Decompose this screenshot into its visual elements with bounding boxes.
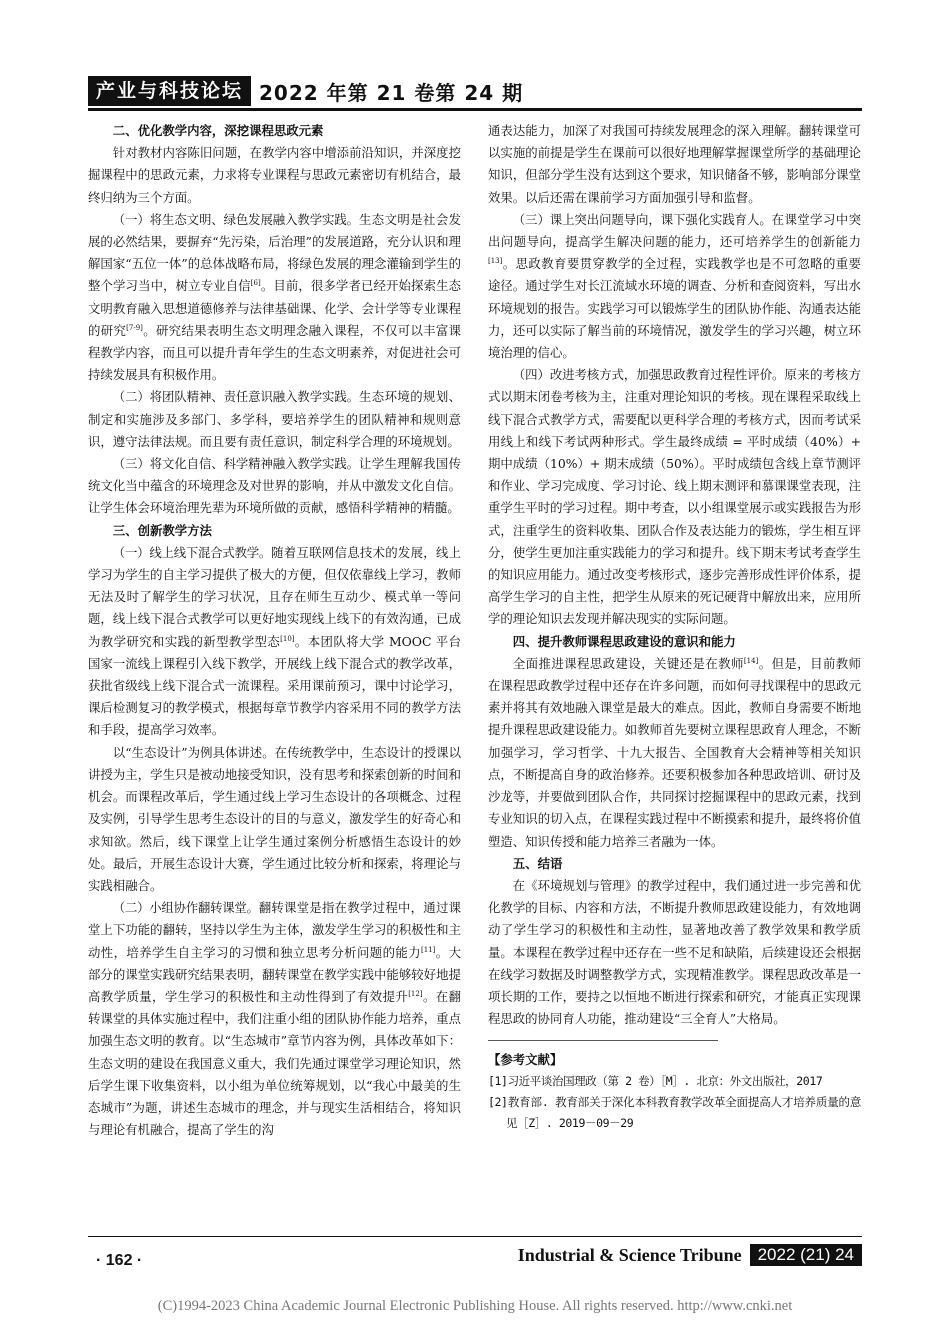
citation: [14] <box>743 656 759 665</box>
references-rule <box>488 1040 718 1041</box>
paragraph: （一）线上线下混合式教学。随着互联网信息技术的发展，线上学习为学生的自主学习提供了极大的方便，但仅依靠线上学习，教师无法及时了解学生的学习状况，且存在师生互动少、模式单一等问题，线上线下混合式教学可以更好地实现线上线下的有效沟通，已成为教学研究和实践的新型教学型态[10]。本团队将大学 MOOC 平台国家一流线上课程引入线下教学，开展线上线下混合式的教学改革，获批省级线上线下混合式一流课程。采用课前预习，课中讨论学习，课后检测复习的教学模式，根据每章节教学内容采用不同的教学方法和手段，提高学习效率。 <box>88 544 462 738</box>
header-rule <box>88 108 862 111</box>
footer-journal-name: Industrial & Science Tribune <box>517 1244 742 1265</box>
paragraph: （一）将生态文明、绿色发展融入教学实践。生态文明是社会发展的必然结果，要摒弃“先污染，后治理”的发展道路，充分认识和理解国家“五位一体”的总体战略布局，将绿色发展的理念灌输到学生的整个学习当中，树立专业自信[6]。目前，很多学者已经开始探索生态文明教育融入思想道德修养与法律基础课、化学、会计学等专业课程的研究[7-9]。研究结果表明生态文明理念融入课程，不仅可以丰富课程教学内容，而且可以提升青年学生的生态文明素养，对促进社会可持续发展具有积极作用。 <box>88 211 462 383</box>
reference-item: [2]教育部. 教育部关于深化本科教育教学改革全面提高人才培养质量的意见［Z］. 2019－09－29 <box>488 1095 861 1131</box>
paragraph: 全面推进课程思政建设，关键还是在教师[14]。但是，目前教师在课程思政教学过程中还存在许多问题，而如何寻找课程中的思政元素并将其有效地融入课堂是最大的难点。因此，教师自身需要不断地提升课程思政建设能力。如教师首先要树立课程思政育人理念，不断加强学习，学习哲学、十九大报告、全国教育大会精神等相关知识点，不断提高自身的政治修养。还要积极参加各种思政培训、研讨及沙龙等，并要做到团队合作，共同探讨挖掘课程中的思政元素，找到专业知识的切入点，在课程实践过程中不断摸索和提升，最终将价值塑造、知识传授和能力培养三者融为一体。 <box>488 655 862 849</box>
footer-issue: 2022 (21) 24 <box>750 1244 862 1266</box>
subheading: （一）将生态文明、绿色发展融入教学实践。 <box>112 211 359 227</box>
journal-issue: 2022 年第 21 卷第 24 期 <box>259 80 524 105</box>
footer-journal-block <box>518 1244 862 1266</box>
journal-brand: 产业与科技论坛 <box>88 76 251 106</box>
paragraph: 通表达能力，加深了对我国可持续发展理念的深入理解。翻转课堂可以实施的前提是学生在课前可以很好地理解掌握课堂所学的基础理论知识，但部分学生没有达到这个要求，知识储备不够，影响部分课堂效果。以后还需在课前学习方面加强引导和监督。 <box>488 123 861 205</box>
paragraph: （二）小组协作翻转课堂。翻转课堂是指在教学过程中，通过课堂上下功能的翻转，坚持以学生为主体，激发学生学习的积极性和主动性，培养学生自主学习的习惯和独立思考分析问题的能力[11]。大部分的课堂实践研究结果表明，翻转课堂在教学实践中能够较好地提高教学质量，学生学习的积极性和主动性得到了有效提升[12]。在翻转课堂的具体实施过程中，我们注重小组的团队协作能力培养，重点加强生态文明的教育。以“生态城市”章节内容为例，具体改革如下：生态文明的建设在我国意义重大，我们先通过课堂学习理论知识，然后学生课下收集资料，以小组为单位统筹规划，以“我心中最美的生态城市”为题，讲述生态城市的理念，并与现实生活相结合，将知识与理论有机融合，提高了学生的沟 <box>88 900 462 1138</box>
section-heading-3: 三、创新教学方法 <box>112 522 212 538</box>
paragraph: （三）将文化自信、科学精神融入教学实践。让学生理解我国传统文化当中蕴含的环境理念及对世界的影响，并从中激发文化自信。让学生体会环境治理先辈为环境所做的贡献，感悟科学精神的精髓。 <box>88 456 462 516</box>
section-heading-2: 二、优化教学内容，深挖课程思政元素 <box>112 123 324 138</box>
citation: [7-9] <box>126 323 143 332</box>
paragraph: 在《环境规划与管理》的教学过程中，我们通过进一步完善和优化教学的目标、内容和方法，不断提升教师思政建设能力，有效地调动了学生学习的积极性和主动性，显著地改善了教学效果和教学质量。本课程在教学过程中还存在一些不足和缺陷，后续建设还会根据在线学习数据及时调整教学方式，实现精准教学。课程思政改革是一项长期的工作，要持之以恒地不断进行探索和研究，才能真正实现课程思政的协同育人功能，推动建设“三全育人”大格局。 <box>488 877 861 1027</box>
paragraph: （二）将团队精神、责任意识融入教学实践。生态环境的规划、制定和实施涉及多部门、多学科，要培养学生的团队精神和规则意识，遵守法律法规。而且要有责任意识，制定科学合理的环境规划。 <box>88 389 462 449</box>
footer-rule <box>88 1236 862 1237</box>
citation: [10] <box>280 634 295 643</box>
subheading: （二）将团队精神、责任意识融入教学实践。 <box>112 389 359 405</box>
right-column <box>488 120 861 1134</box>
citation: [13] <box>488 257 503 266</box>
reference-item: [1]习近平谈治国理政（第 2 卷）［M］. 北京：外文出版社，2017 <box>488 1074 823 1089</box>
section-heading-4: 四、提升教师课程思政建设的意识和能力 <box>512 633 736 649</box>
copyright-notice: (C)1994-2023 China Academic Journal Electronic Publishing House. All rights reserved. http://www.cnki.net <box>157 1298 793 1314</box>
paragraph: 针对教材内容陈旧问题，在教学内容中增添前沿知识，并深度挖掘课程中的思政元素，力求将专业课程与思政元素密切有机结合，最终归纳为三个方面。 <box>88 145 461 205</box>
subheading: （三）将文化自信、科学精神融入教学实践。 <box>112 456 359 472</box>
left-column <box>88 120 461 1141</box>
subheading: （四）改进考核方式，加强思政教育过程性评价。 <box>512 367 785 383</box>
citation: [11] <box>421 945 436 954</box>
section-heading-5: 五、结语 <box>512 855 563 871</box>
subheading: （三）课上突出问题导向，课下强化实践育人。 <box>512 211 772 227</box>
subheading: （二）小组协作翻转课堂。 <box>112 900 259 916</box>
paragraph: （三）课上突出问题导向，课下强化实践育人。在课堂学习中突出问题导向，提高学生解决问题的能力，还可培养学生的创新能力[13]。思政教育要贯穿教学的全过程，实践教学也是不可忽略的重要途径。通过学生对长江流域水环境的调查、分析和查阅资料，写出水环境规划的报告。实践学习可以锻炼学生的团队协作能、沟通表达能力，还可以实际了解当前的环境情况，激发学生的学习兴趣，树立环境治理的信心。 <box>488 211 862 361</box>
references-title: 【参考文献】 <box>488 1052 563 1068</box>
subheading: （一）线上线下混合式教学。 <box>112 544 272 560</box>
paragraph: 以“生态设计”为例具体讲述。在传统教学中，生态设计的授课以讲授为主，学生只是被动地接受知识，没有思考和探索创新的时间和机会。而课程改革后，学生通过线上学习生态设计的各项概念、过程及实例，引导学生思考生态设计的目的与意义，激发学生的好奇心和求知欲。然后，线下课堂上让学生通过案例分析感悟生态设计的妙处。最后，开展生态设计大赛，学生通过比较分析和探索，将理论与实践相融合。 <box>88 744 461 893</box>
page-number: · 162 · <box>96 1252 143 1269</box>
citation: [6] <box>250 279 261 288</box>
citation: [12] <box>408 989 423 998</box>
paragraph: （四）改进考核方式，加强思政教育过程性评价。原来的考核方式以期末闭卷考核为主，注重对理论知识的考核。现在课程采取线上线下混合式教学方式，需要配以更科学合理的考核方式，因而考试采用线上和线下考试两种形式。学生最终成绩 = 平时成绩（40%）+ 期中成绩（10%）+ 期末成绩（50%）。平时成绩包含线上章节测评和作业、学习完成度、学习讨论、线上期末测评和慕课课堂表现，注重学生平时的学习过程。期中考查，以小组课堂展示或实践报告为形式，注重学生的资料收集、团队合作及表达能力的锻炼，学生相互评分，使学生更加注重实践能力的学习和提升。线下期末考试考查学生的知识应用能力。通过改变考核形式，逐步完善形成性评价体系，提高学生学习的自主性，把学生从原来的死记硬背中解放出来，应用所学的理论知识去发现并解决现实的实际问题。 <box>488 367 862 627</box>
journal-header <box>88 76 523 106</box>
